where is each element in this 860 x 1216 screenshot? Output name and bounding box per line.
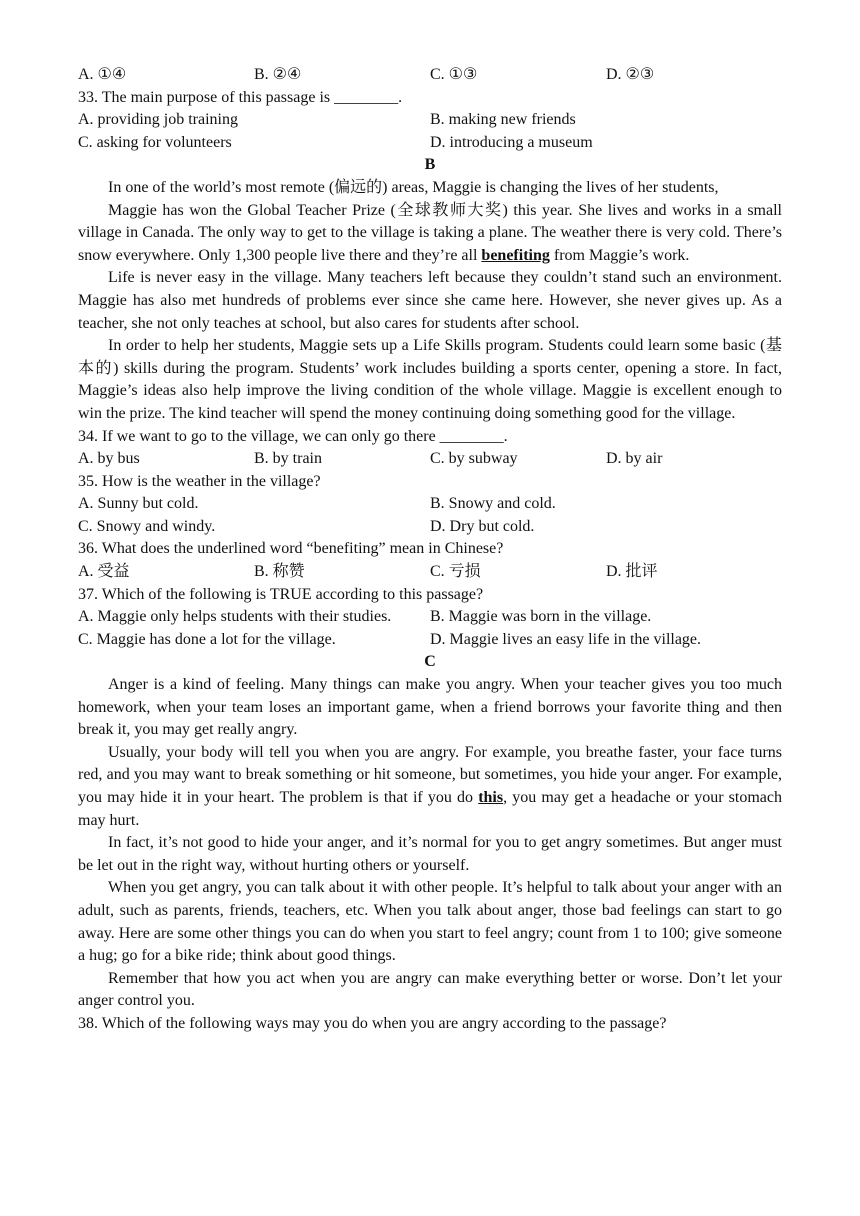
q32-option-b: B. ②④ [254, 66, 302, 83]
q34-option-a: A. by bus [78, 450, 140, 468]
q33-option-b: B. making new friends [430, 111, 576, 129]
section-b-paragraph-1: In one of the world’s most remote (偏远的) areas, Maggie is changing the lives of her students, [108, 178, 719, 196]
section-c-paragraph-2 [78, 742, 782, 832]
section-b-paragraph-3: Life is never easy in the village. Many teachers left because they couldn’t stand such an environment. Maggie has also met hundreds of problems ever since she came here. However, she never gives up. As a teacher, she not only teaches at school, but also cares for students after school. [78, 269, 782, 332]
section-b-heading: B [424, 156, 436, 174]
q35-option-c: C. Snowy and windy. [78, 517, 216, 535]
q37-options-row2 [78, 629, 782, 652]
q36-option-d: D. 批评 [606, 563, 658, 581]
section-c-paragraph-3: In fact, it’s not good to hide your anger, and it’s normal for you to get angry sometimes. But anger must be let out in the right way, without hurting others or yourself. [78, 834, 782, 874]
q37-question: 37. Which of the following is TRUE according to this passage? [78, 585, 484, 603]
q35-option-d: D. Dry but cold. [430, 517, 535, 535]
q37-options-row1 [78, 606, 782, 629]
section-c-paragraph-2-end: , you may get a headache or your stomach may hurt. [78, 789, 782, 829]
q33-option-c: C. asking for volunteers [78, 133, 232, 151]
q37-option-c: C. Maggie has done a lot for the village. [78, 630, 336, 648]
q37-option-b: B. Maggie was born in the village. [430, 608, 652, 626]
q36-option-c: C. 亏损 [430, 563, 481, 581]
q35-option-a: A. Sunny but cold. [78, 495, 199, 513]
section-c-heading: C [424, 653, 436, 671]
q33-option-d: D. introducing a museum [430, 133, 593, 151]
q34-option-d: D. by air [606, 450, 663, 468]
section-b-paragraph-4: In order to help her students, Maggie sets up a Life Skills program. Students could learn some basic (基本的) skills during the program. Students’ work includes building a sports center, opening a store. In fact, Maggie’s ideas also help improve the living condition of the whole village. Maggie is excellent enough to win the prize. The kind teacher will spend the money continuing doing something good for the village. [78, 337, 782, 422]
q32-option-d: D. ②③ [606, 66, 655, 83]
section-b-paragraph-2-text: Maggie has won the Global Teacher Prize (全球教师大奖) this year. She lives and works in a small village in Canada. The only way to get to the village is taking a plane. The weather there is very cold. There’s snow everywhere. Only 1,300 people live there and they’re all [78, 201, 782, 264]
section-c-paragraph-1: Anger is a kind of feeling. Many things can make you angry. When your teacher gives you too much homework, when your team loses an important game, when a friend borrows your favorite thing and then break it, you may get really angry. [78, 676, 782, 739]
q36-option-b: B. 称赞 [254, 563, 305, 581]
q33-options-row1 [78, 109, 782, 132]
section-b-paragraph-2 [78, 200, 782, 268]
q38-question: 38. Which of the following ways may you do when you are angry according to the passage? [78, 1014, 667, 1032]
q33-options-row2 [78, 132, 782, 155]
q37-option-d: D. Maggie lives an easy life in the village. [430, 630, 702, 648]
underlined-word-this: this [478, 789, 504, 806]
q36-options [78, 561, 782, 584]
q32-options [78, 64, 782, 87]
underlined-word-benefiting: benefiting [481, 246, 550, 264]
q35-question: 35. How is the weather in the village? [78, 472, 321, 490]
section-c-paragraph-4: When you get angry, you can talk about it with other people. It’s helpful to talk about your anger with an adult, such as parents, friends, teachers, etc. When you talk about anger, those bad feelings can start to go away. Here are some other things you can do when you start to feel angry; count from 1 to 100; give someone a hug; go for a bike ride; think about good things. [78, 879, 782, 965]
q35-options-row2 [78, 516, 782, 539]
q34-question: 34. If we want to go to the village, we can only go there ________. [78, 427, 508, 445]
section-c-paragraph-5: Remember that how you act when you are angry can make everything better or worse. Don’t let your anger control you. [78, 969, 782, 1010]
q35-options-row1 [78, 493, 782, 516]
q33-option-a: A. providing job training [78, 111, 238, 129]
q36-option-a: A. 受益 [78, 563, 130, 581]
q32-option-a: A. ①④ [78, 66, 127, 83]
q33-question: 33. The main purpose of this passage is ________. [78, 88, 403, 106]
section-b-paragraph-2-end: from Maggie’s work. [549, 246, 690, 264]
q34-option-c: C. by subway [430, 450, 518, 468]
q34-option-b: B. by train [254, 450, 322, 468]
section-c-paragraph-2-text: Usually, your body will tell you when you are angry. For example, you breathe faster, your face turns red, and you may want to break something or hit someone, but sometimes, you hide your anger. For example, you may hide it in your heart. The problem is that if you do [78, 743, 782, 806]
q32-option-c: C. ①③ [430, 66, 478, 83]
q36-question: 36. What does the underlined word “benefiting” mean in Chinese? [78, 540, 504, 558]
q35-option-b: B. Snowy and cold. [430, 495, 556, 513]
exam-page [78, 64, 782, 1036]
q34-options [78, 448, 782, 471]
q37-option-a: A. Maggie only helps students with their studies. [78, 608, 392, 626]
